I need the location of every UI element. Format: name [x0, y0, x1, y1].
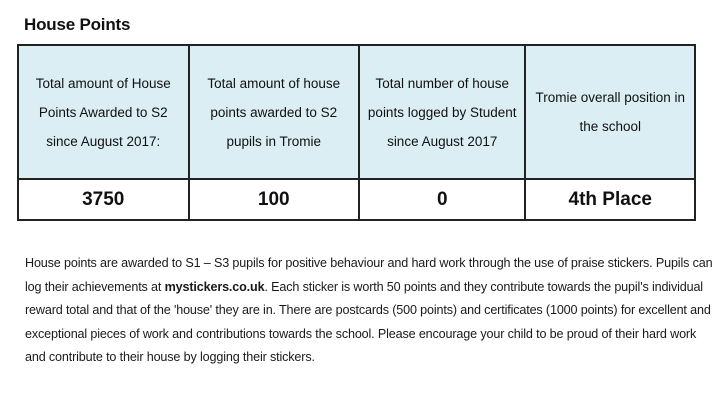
house-points-table: [17, 44, 696, 221]
value-tromie-position: 4th Place: [525, 179, 695, 220]
value-s2-total-awarded: 3750: [18, 179, 189, 220]
value-s2-tromie-awarded: 100: [189, 179, 360, 220]
page-title: House Points: [24, 15, 131, 34]
info-paragraph-part1: House points are awarded to S1 – S3 pupils for positive behaviour and hard work through the use of praise stickers. Pupils can log their achievements at: [25, 256, 713, 294]
header-tromie-position: Tromie overall position in the school: [525, 45, 695, 179]
header-s2-total-awarded: Total amount of House Points Awarded to S2 since August 2017:: [18, 45, 189, 179]
table-header-row: [18, 45, 695, 179]
value-student-logged: 0: [359, 179, 525, 220]
table-value-row: [18, 179, 695, 220]
header-s2-tromie-awarded: Total amount of house points awarded to S2 pupils in Tromie: [189, 45, 360, 179]
mystickers-website: mystickers.co.uk: [164, 279, 265, 294]
header-student-logged: Total number of house points logged by Student since August 2017: [359, 45, 525, 179]
info-paragraph: [25, 252, 715, 370]
info-paragraph-part2: . Each sticker is worth 50 points and they contribute towards the pupil's individual reward total and that of the 'house' they are in. There are postcards (500 points) and certificates (1000 points) for excellent and exceptional pieces of work and contributions towards the school. Please encourage your child to be proud of their hard work and contribute to their house by logging their stickers.: [25, 279, 711, 364]
